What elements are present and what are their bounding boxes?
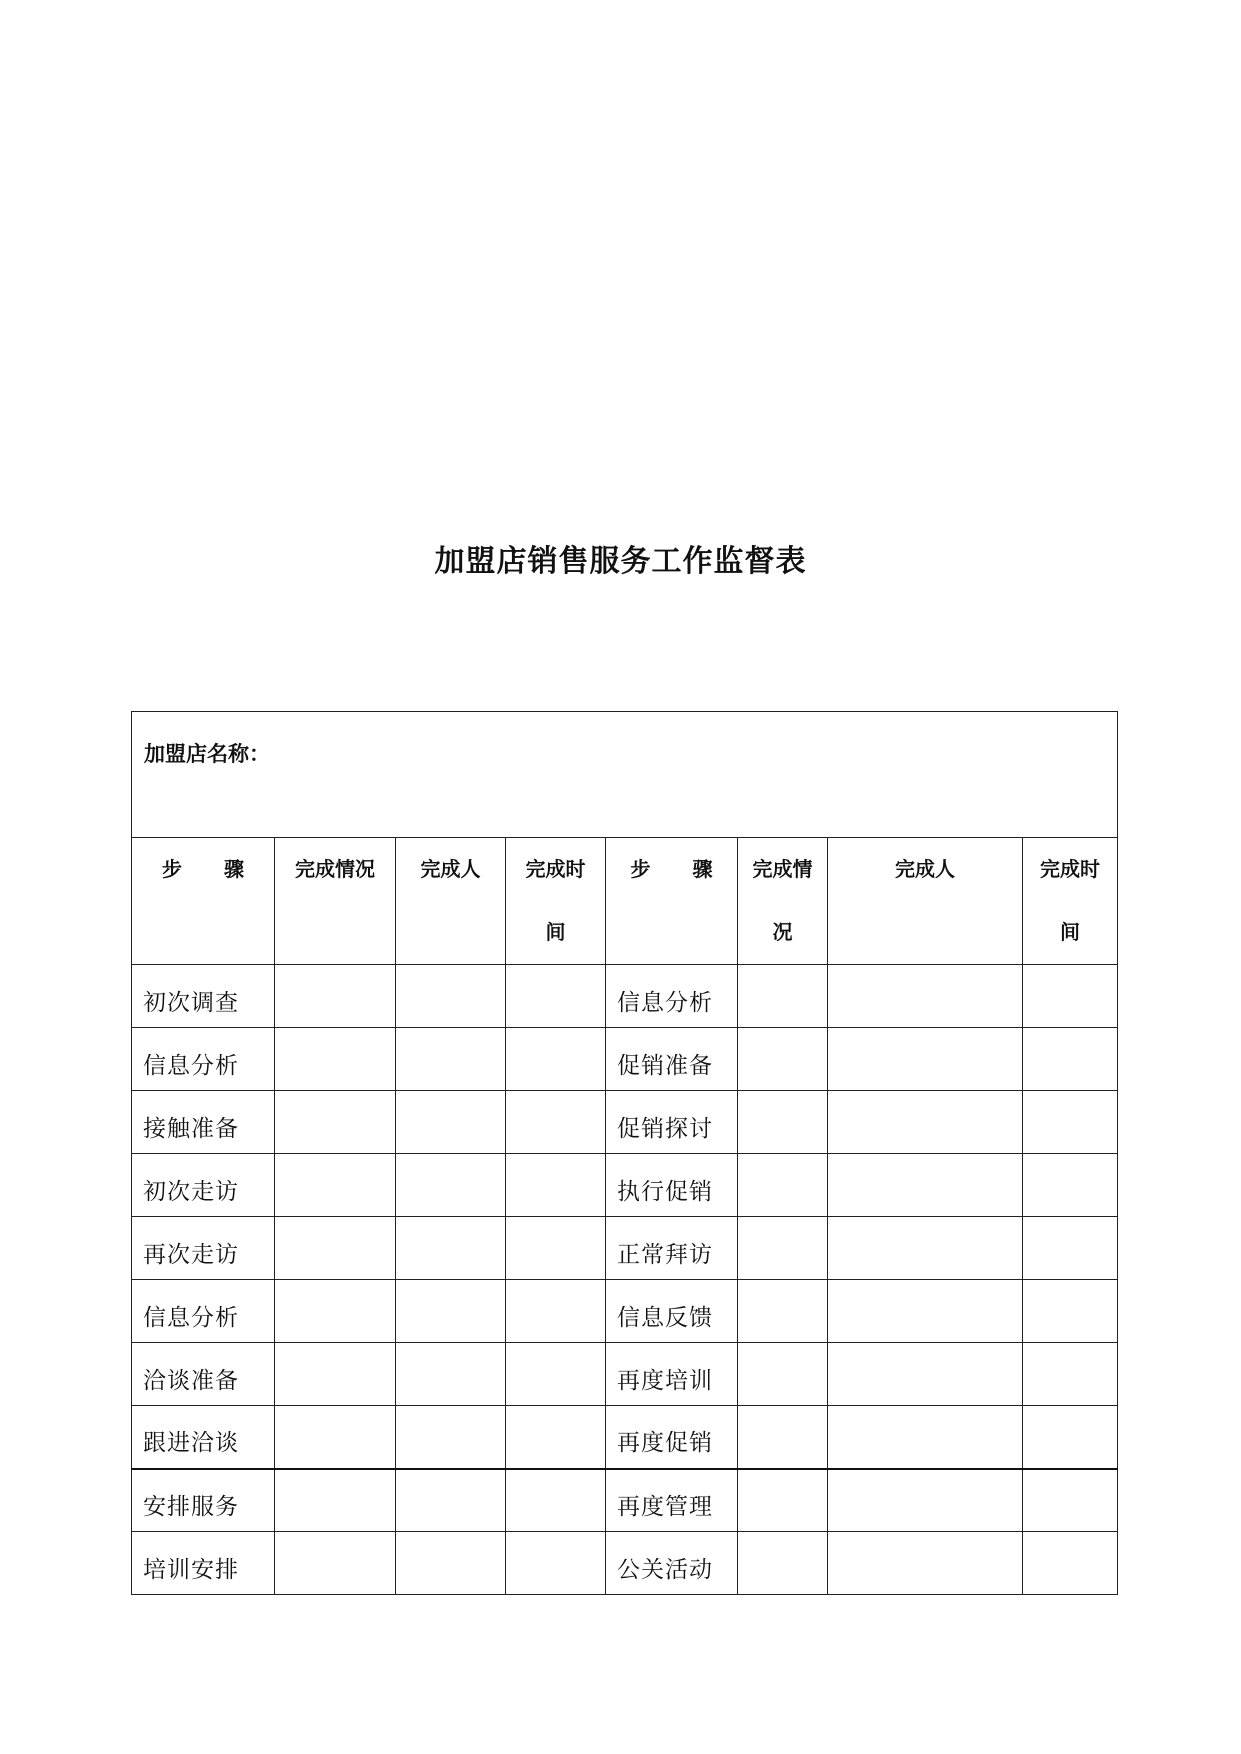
left-step-cell: 培训安排 [132, 1532, 275, 1595]
supervision-table [131, 711, 1118, 1595]
status-cell[interactable] [275, 965, 396, 1028]
right-step-cell: 公关活动 [606, 1532, 738, 1595]
person-cell[interactable] [396, 1406, 506, 1469]
time-cell[interactable] [506, 1091, 606, 1154]
status-cell-2[interactable] [738, 1280, 828, 1343]
status-cell-2[interactable] [738, 1469, 828, 1532]
time-cell[interactable] [506, 1406, 606, 1469]
right-step-cell: 再度培训 [606, 1343, 738, 1406]
header-status-2 [738, 838, 828, 965]
header-time2-line-2: 间 [1060, 920, 1080, 944]
person-cell-2[interactable] [828, 1406, 1023, 1469]
time-cell-2[interactable] [1023, 1343, 1118, 1406]
time-cell[interactable] [506, 1343, 606, 1406]
person-cell-2[interactable] [828, 1280, 1023, 1343]
time-cell[interactable] [506, 1217, 606, 1280]
left-step-cell: 信息分析 [132, 1028, 275, 1091]
status-cell-2[interactable] [738, 1532, 828, 1595]
header-status [275, 838, 396, 965]
time-cell-2[interactable] [1023, 1217, 1118, 1280]
table-row [132, 1532, 1118, 1595]
status-cell-2[interactable] [738, 1091, 828, 1154]
header-step-2 [606, 838, 738, 965]
left-step-cell: 初次走访 [132, 1154, 275, 1217]
header-status2-line-2: 况 [772, 920, 793, 944]
person-cell[interactable] [396, 1280, 506, 1343]
header-status-label: 完成情况 [295, 857, 375, 881]
status-cell[interactable] [275, 1406, 396, 1469]
right-step-cell: 再度管理 [606, 1469, 738, 1532]
header-step-char-2: 骤 [224, 857, 244, 881]
table-row [132, 1217, 1118, 1280]
left-step-cell: 洽谈准备 [132, 1343, 275, 1406]
status-cell[interactable] [275, 1532, 396, 1595]
right-step-cell: 正常拜访 [606, 1217, 738, 1280]
status-cell-2[interactable] [738, 965, 828, 1028]
table-row [132, 1406, 1118, 1469]
right-step-cell: 信息反馈 [606, 1280, 738, 1343]
header-status2-line-1: 完成情 [752, 857, 813, 881]
time-cell-2[interactable] [1023, 1028, 1118, 1091]
time-cell-2[interactable] [1023, 1154, 1118, 1217]
table-row [132, 1469, 1118, 1532]
header-time-line-1: 完成时 [525, 857, 586, 881]
person-cell-2[interactable] [828, 1532, 1023, 1595]
person-cell-2[interactable] [828, 1028, 1023, 1091]
time-cell[interactable] [506, 1532, 606, 1595]
time-cell-2[interactable] [1023, 1280, 1118, 1343]
table-row [132, 1154, 1118, 1217]
header-time-2 [1023, 838, 1118, 965]
person-cell-2[interactable] [828, 1154, 1023, 1217]
header-row [132, 838, 1118, 965]
header-time-line-2: 间 [545, 920, 566, 944]
store-name-cell[interactable] [132, 712, 1118, 838]
header-person2-label: 完成人 [895, 857, 955, 881]
table-row [132, 1280, 1118, 1343]
header-step-char-1: 步 [162, 857, 182, 881]
table-row [132, 1028, 1118, 1091]
status-cell[interactable] [275, 1217, 396, 1280]
time-cell[interactable] [506, 1028, 606, 1091]
person-cell[interactable] [396, 1028, 506, 1091]
right-step-cell: 执行促销 [606, 1154, 738, 1217]
person-cell-2[interactable] [828, 1469, 1023, 1532]
page-title: 加盟店销售服务工作监督表 [434, 544, 807, 579]
left-step-cell: 初次调查 [132, 965, 275, 1028]
right-step-cell: 促销探讨 [606, 1091, 738, 1154]
status-cell-2[interactable] [738, 1217, 828, 1280]
status-cell-2[interactable] [738, 1343, 828, 1406]
header-person-label: 完成人 [420, 857, 481, 881]
store-name-label: 加盟店名称： [144, 742, 270, 766]
time-cell[interactable] [506, 1469, 606, 1532]
time-cell-2[interactable] [1023, 1532, 1118, 1595]
time-cell-2[interactable] [1023, 965, 1118, 1028]
time-cell[interactable] [506, 1154, 606, 1217]
time-cell[interactable] [506, 965, 606, 1028]
header-time2-line-1: 完成时 [1040, 857, 1100, 881]
status-cell[interactable] [275, 1154, 396, 1217]
person-cell[interactable] [396, 1091, 506, 1154]
header-time [506, 838, 606, 965]
status-cell-2[interactable] [738, 1406, 828, 1469]
person-cell-2[interactable] [828, 1217, 1023, 1280]
status-cell-2[interactable] [738, 1028, 828, 1091]
status-cell[interactable] [275, 1091, 396, 1154]
table-row [132, 1091, 1118, 1154]
status-cell[interactable] [275, 1343, 396, 1406]
right-step-cell: 促销准备 [606, 1028, 738, 1091]
table-row [132, 965, 1118, 1028]
person-cell[interactable] [396, 1532, 506, 1595]
header-step2-char-1: 步 [630, 857, 651, 881]
person-cell[interactable] [396, 1217, 506, 1280]
person-cell-2[interactable] [828, 1091, 1023, 1154]
header-step2-char-2: 骤 [692, 857, 713, 881]
time-cell[interactable] [506, 1280, 606, 1343]
person-cell[interactable] [396, 1343, 506, 1406]
header-person-2 [828, 838, 1023, 965]
left-step-cell: 接触准备 [132, 1091, 275, 1154]
left-step-cell: 再次走访 [132, 1217, 275, 1280]
person-cell[interactable] [396, 965, 506, 1028]
person-cell-2[interactable] [828, 1343, 1023, 1406]
status-cell-2[interactable] [738, 1154, 828, 1217]
header-step [132, 838, 275, 965]
table-row [132, 1343, 1118, 1406]
person-cell-2[interactable] [828, 965, 1023, 1028]
left-step-cell: 跟进洽谈 [132, 1406, 275, 1469]
status-cell[interactable] [275, 1280, 396, 1343]
time-cell-2[interactable] [1023, 1406, 1118, 1469]
status-cell[interactable] [275, 1469, 396, 1532]
right-step-cell: 信息分析 [606, 965, 738, 1028]
time-cell-2[interactable] [1023, 1091, 1118, 1154]
time-cell-2[interactable] [1023, 1469, 1118, 1532]
header-person [396, 838, 506, 965]
status-cell[interactable] [275, 1028, 396, 1091]
right-step-cell: 再度促销 [606, 1406, 738, 1469]
left-step-cell: 安排服务 [132, 1469, 275, 1532]
person-cell[interactable] [396, 1469, 506, 1532]
left-step-cell: 信息分析 [132, 1280, 275, 1343]
person-cell[interactable] [396, 1154, 506, 1217]
